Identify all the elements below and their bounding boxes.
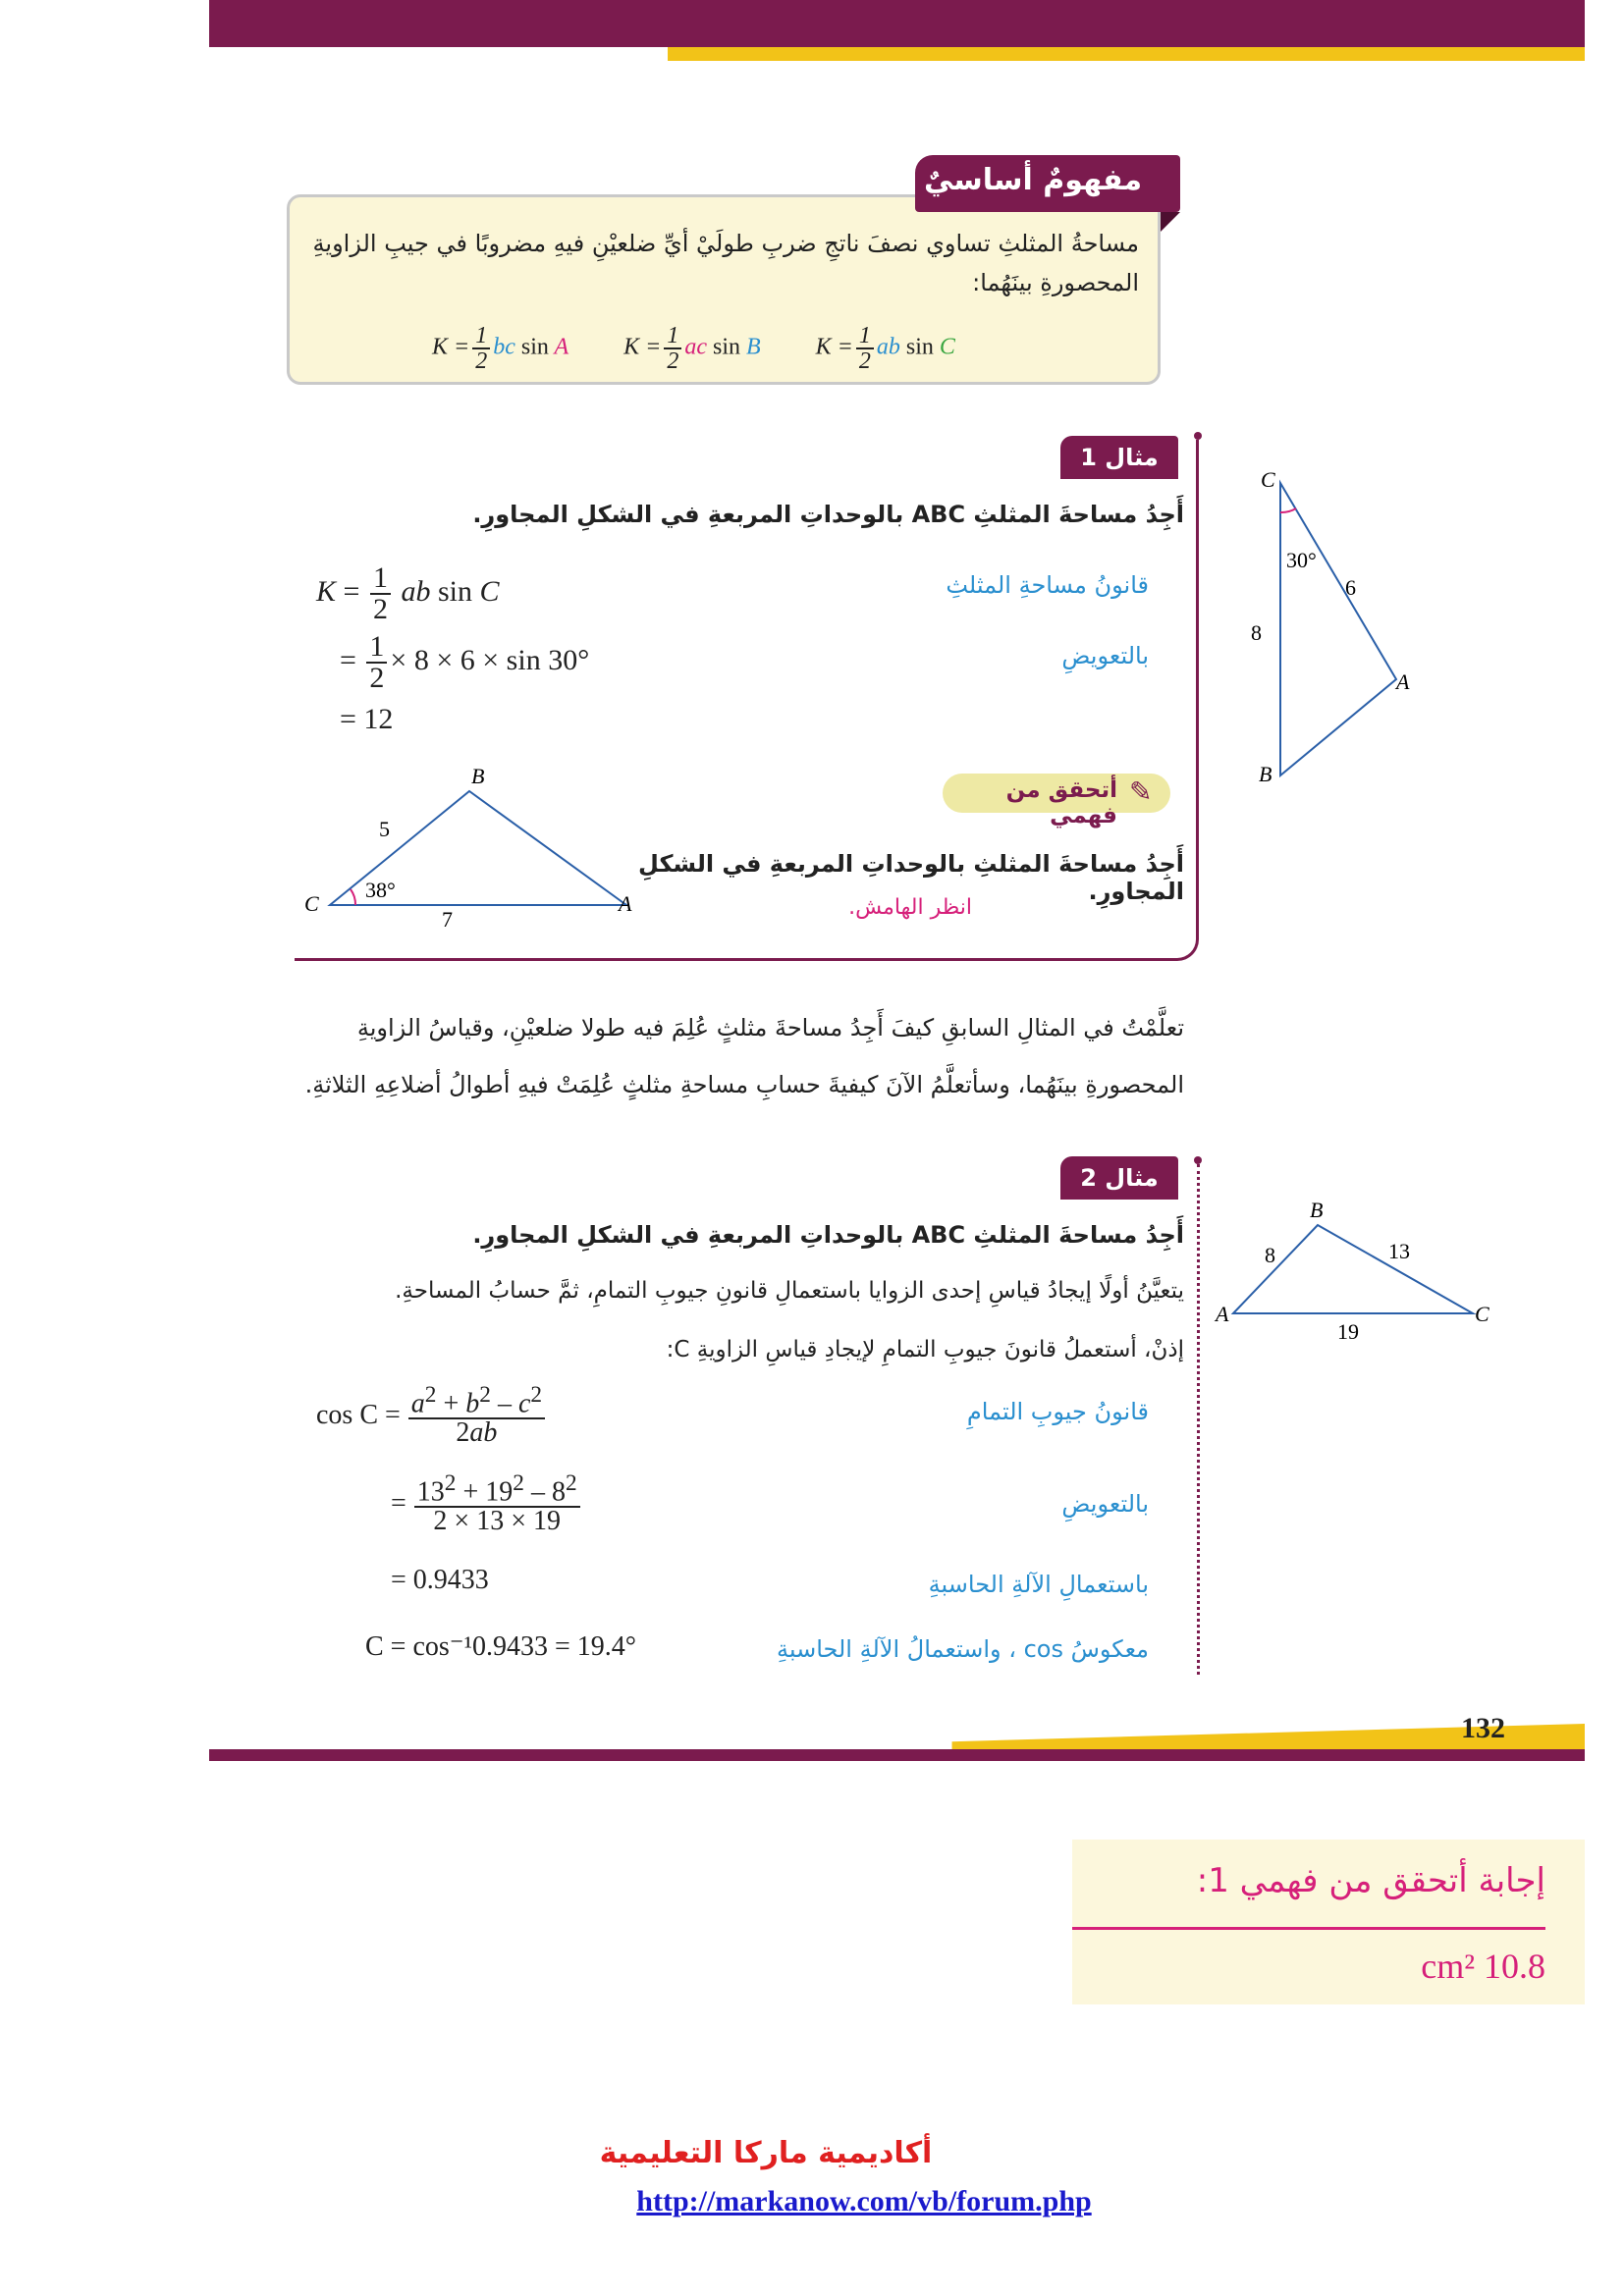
bridge-paragraph (304, 999, 1184, 1113)
example-1-triangle (1280, 483, 1396, 775)
example-2-vertex-c: C (1475, 1302, 1489, 1326)
example-2-step-4: C = cos⁻¹0.9433 = 19.4° (365, 1631, 636, 1662)
key-concept-text (304, 224, 1139, 302)
example-2-frame (1194, 1164, 1200, 1675)
check-understanding-question: أَجِدُ مساحةَ المثلثِ بالوحداتِ المربعةِ في الشكلِ المجاورِ. (638, 850, 1184, 905)
key-concept-title: مفهومٌ أساسيٌ (923, 163, 1143, 197)
check-triangle-side-cb: 5 (379, 817, 390, 841)
example-2-note-4: معكوسُ cos ، واستعمالُ الآلةِ الحاسبةِ (776, 1635, 1149, 1663)
top-band (209, 0, 1585, 47)
example-1-tab: مثال 1 (1060, 436, 1178, 479)
example-2-step-1: cos C = $\frac{a^2 + b^2 - c^2}{2ab}$ (316, 1384, 548, 1447)
key-concept-line-2: المحصورةِ بينَهُما: (972, 269, 1139, 296)
example-1-note-2: بالتعويضِ (1061, 642, 1149, 669)
example-1-step-2: = $\frac{1}{2}$ × 8 × 6 × sin 30° (340, 630, 590, 694)
example-2-side-bc: 13 (1388, 1239, 1410, 1263)
example-1-step-1: K = $\frac{1}{2}$ ab sin C (316, 561, 500, 625)
check-triangle-angle: 38° (365, 878, 396, 902)
example-1-step-3: = 12 (340, 703, 394, 735)
pencil-icon: ✎ (1129, 775, 1153, 808)
check-triangle-vertex-a: A (619, 891, 632, 916)
example-2-intro: يتعيَّنُ أولًا إيجادُ قياسِ إحدى الزوايا باستعمالِ قانونِ جيوبِ التمامِ، ثمَّ حسابُ المساحةِ. (395, 1278, 1184, 1304)
example-1-question: أَجِدُ مساحةَ المثلثِ ABC بالوحداتِ المربعةِ في الشكلِ المجاورِ. (472, 501, 1184, 528)
example-2-triangle-figure (1208, 1192, 1502, 1349)
example-2-note-1: قانونُ جيوبِ التمامِ (966, 1398, 1149, 1425)
example-1-side-ca: 6 (1345, 575, 1356, 600)
example-2-triangle (1233, 1225, 1473, 1313)
top-stripe (668, 47, 1585, 61)
check-triangle-figure (295, 756, 648, 933)
area-formula-c: K = $\frac{1}{2}$ ab sin C (815, 323, 955, 374)
page-number: 132 (1461, 1712, 1505, 1744)
example-2-tab: مثال 2 (1060, 1156, 1178, 1200)
example-2-step-2: = $\frac{13^2 + 19^2 - 8^2}{2 \times 13 \times 19}$ (391, 1472, 583, 1535)
footer-academy: أكاديمية ماركا التعليمية (599, 2136, 933, 2170)
key-concept-tab-fold (1161, 212, 1180, 232)
example-1-side-cb: 8 (1251, 620, 1262, 645)
example-1-triangle-figure (1237, 461, 1434, 795)
example-1-vertex-b: B (1259, 762, 1272, 786)
area-formula-b: K = $\frac{1}{2}$ ac sin B (623, 323, 761, 374)
answer-title: إجابة أتحقق من فهمي 1: (1196, 1861, 1545, 1900)
check-triangle-vertex-c: C (304, 891, 319, 916)
footer-forum-link[interactable]: http://markanow.com/vb/forum.php (636, 2185, 1092, 2217)
example-1-vertex-a: A (1396, 669, 1410, 694)
example-2-note-3: باستعمالِ الآلةِ الحاسبةِ (928, 1571, 1149, 1598)
check-triangle-vertex-b: B (471, 764, 485, 788)
answer-divider (1072, 1927, 1545, 1930)
check-understanding-title: أتحقق من فهمي (1005, 777, 1117, 828)
example-1-note-1: قانونُ مساحةِ المثلثِ (946, 571, 1149, 599)
answer-value: 10.8 cm² (1421, 1947, 1545, 1986)
example-2-dot (1194, 1156, 1202, 1164)
example-2-side-ab: 8 (1265, 1243, 1275, 1267)
bridge-line-2: المحصورةِ بينَهُما، وسأتعلَّمُ الآنَ كيفيةَ حسابِ مساحةِ مثلثٍ عُلِمَتْ فيهِ أطوالُ أضلاعِهِ الثلاثةِ. (304, 1071, 1184, 1098)
example-2-vertex-a: A (1216, 1302, 1229, 1326)
example-1-dot (1194, 432, 1202, 440)
area-formulas (432, 324, 1119, 373)
example-2-question: أَجِدُ مساحةَ المثلثِ ABC بالوحداتِ المربعةِ في الشكلِ المجاورِ. (472, 1221, 1184, 1249)
example-1-vertex-c: C (1261, 467, 1275, 492)
example-2-vertex-b: B (1310, 1198, 1324, 1222)
bridge-line-1: تعلَّمْتُ في المثالِ السابقِ كيفَ أَجِدُ مساحةَ مثلثٍ عُلِمَ فيه طولا ضلعيْنِ، وقياسُ الزاويةِ (356, 1014, 1184, 1041)
see-margin-note: انظر الهامش. (848, 895, 972, 920)
check-triangle-angle-mark (351, 889, 355, 905)
example-2-step-3: = 0.9433 (391, 1565, 489, 1595)
example-2-note-2: بالتعويضِ (1061, 1490, 1149, 1518)
check-triangle-side-ca: 7 (442, 907, 453, 932)
example-1-angle: 30° (1286, 548, 1317, 572)
bottom-stripe (209, 1724, 1585, 1749)
example-1-angle-mark (1280, 508, 1296, 512)
example-2-side-ac: 19 (1337, 1319, 1359, 1344)
example-2-intro-2: إذنْ، أستعملُ قانونَ جيوبِ التمامِ لإيجادِ قياسِ الزاويةِ C: (666, 1337, 1184, 1362)
key-concept-line-1: مساحةُ المثلثِ تساوي نصفَ ناتجِ ضربِ طولَيْ أيِّ ضلعيْنِ فيهِ مضروبًا في جيبِ الزاويةِ (312, 230, 1139, 257)
bottom-band (209, 1749, 1585, 1761)
area-formula-a: K = $\frac{1}{2}$ bc sin A (432, 323, 569, 374)
